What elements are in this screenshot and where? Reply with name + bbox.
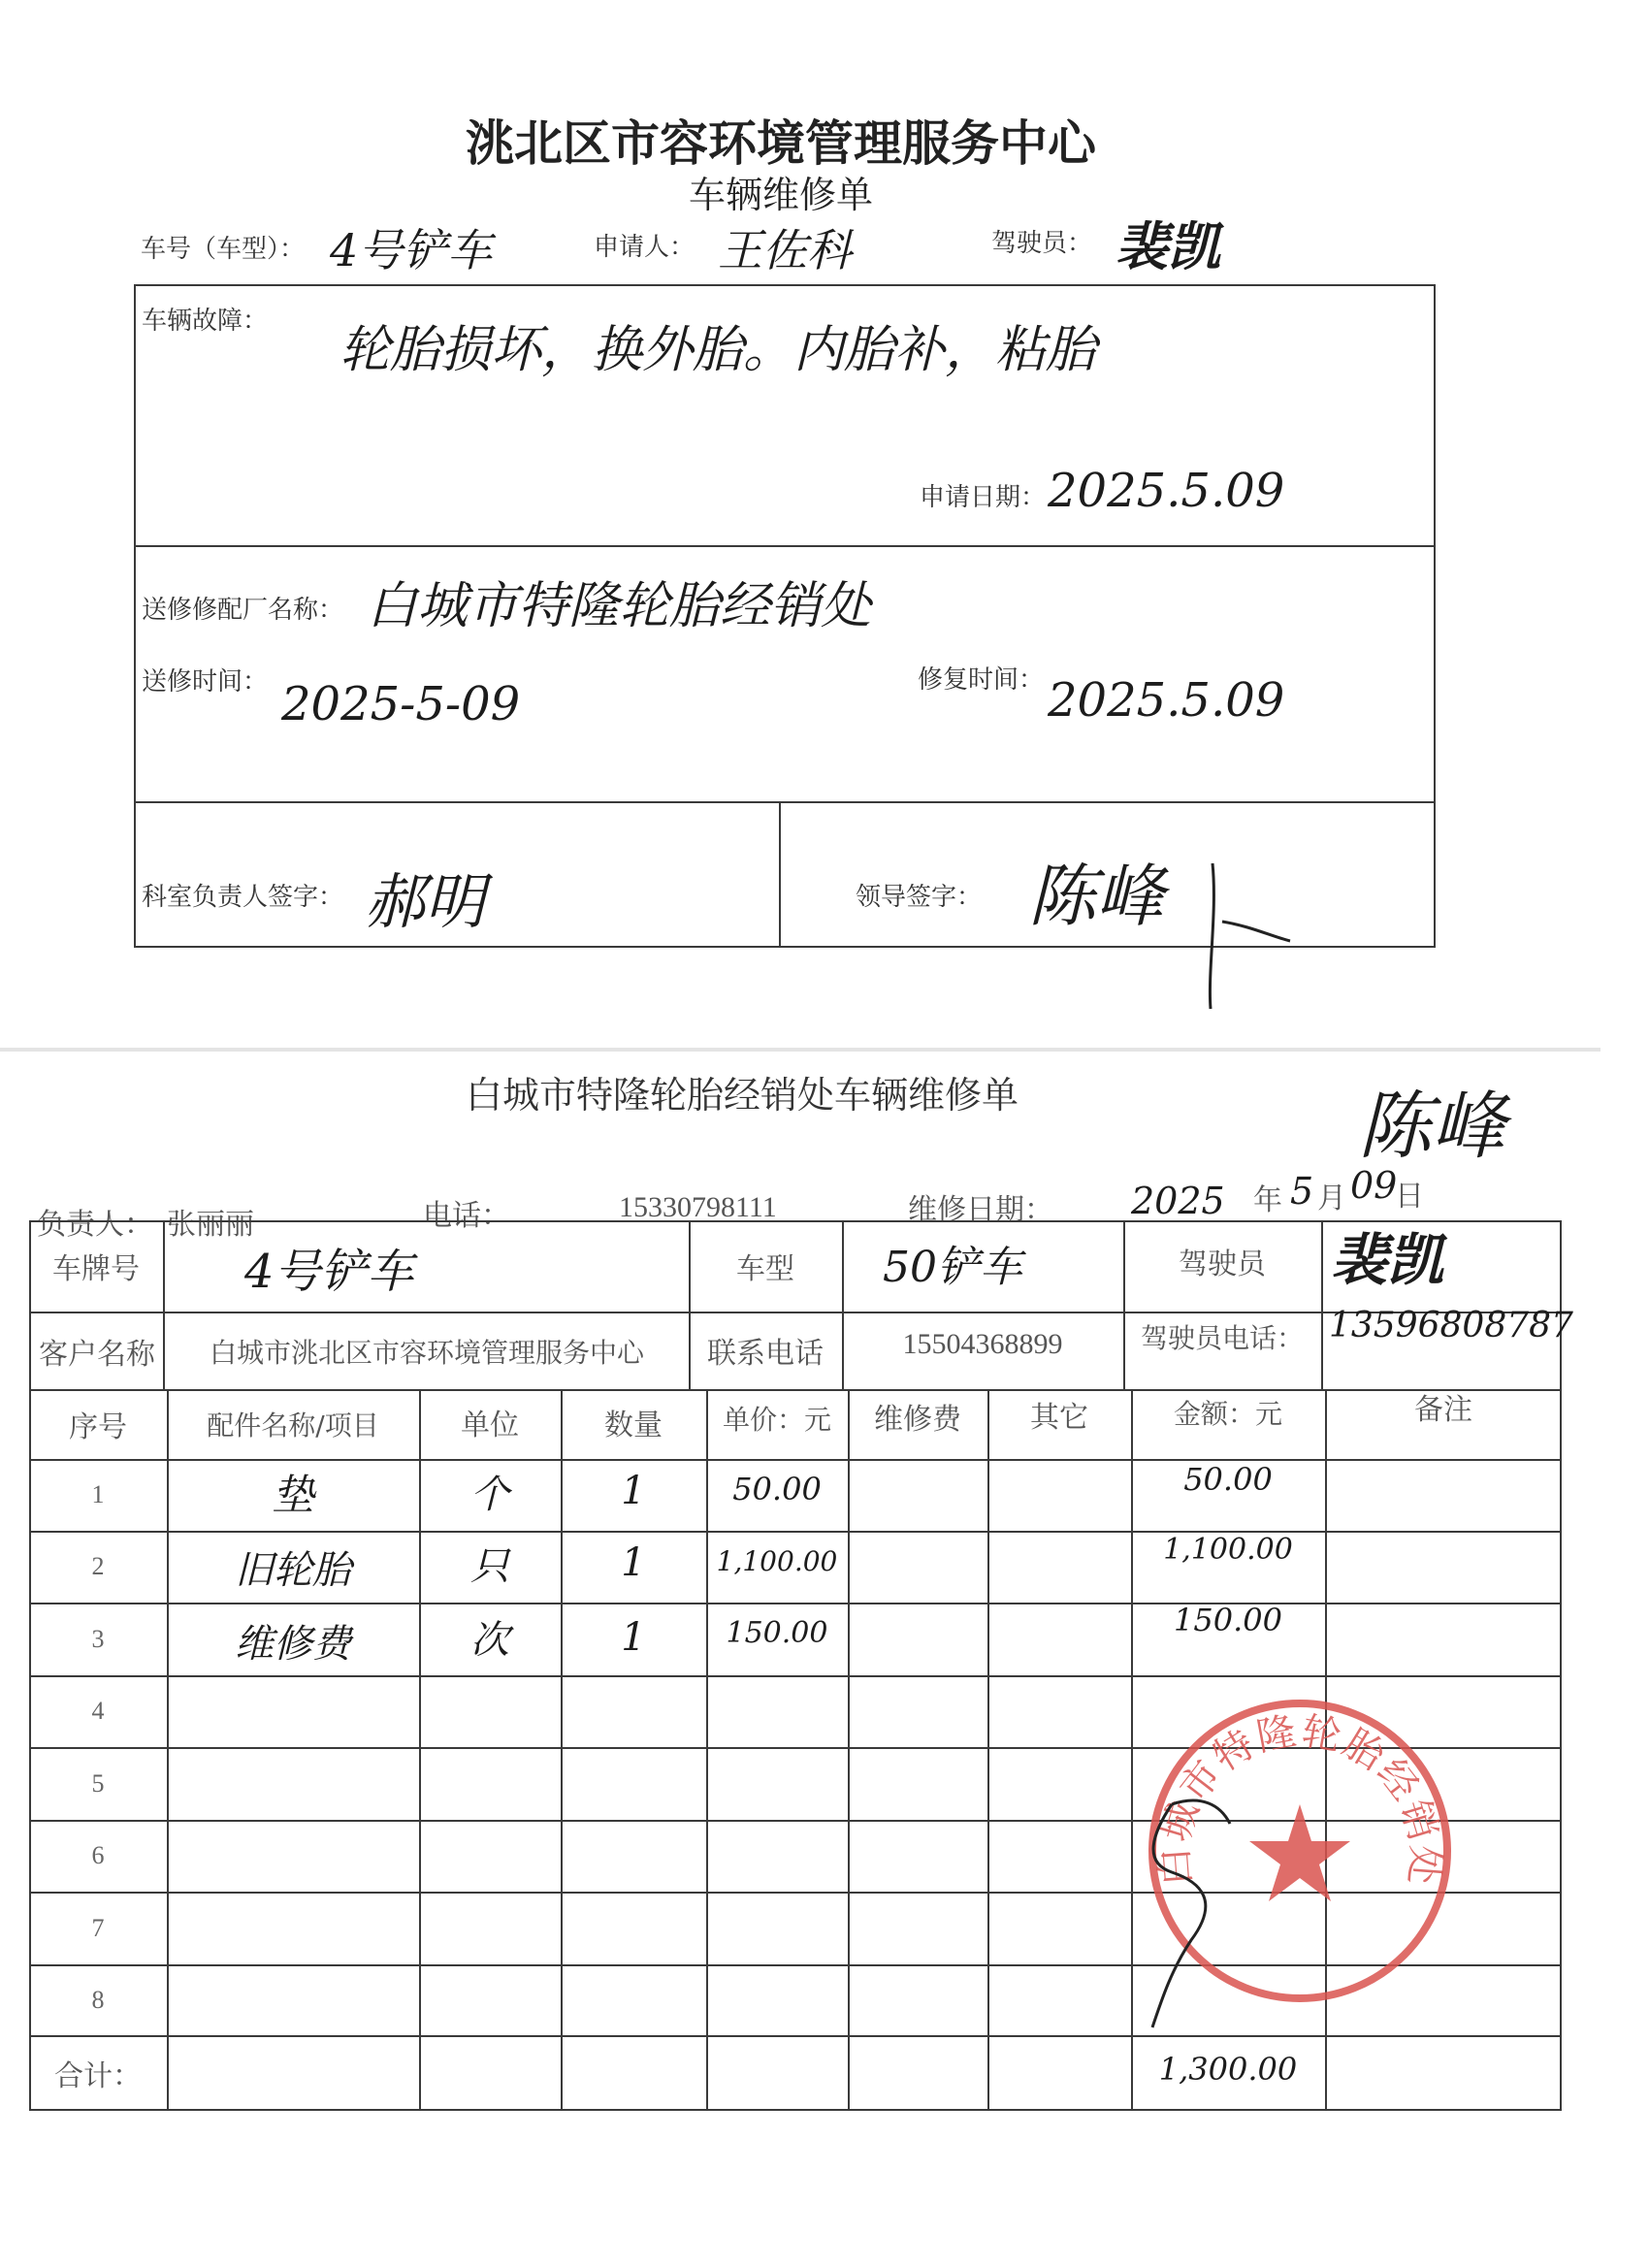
plate-label: 车牌号 xyxy=(52,1252,140,1286)
apply-date-value: 2025.5.09 xyxy=(1048,464,1285,518)
driver-phone-label: 驾驶员电话： xyxy=(1140,1322,1304,1354)
row-8-no: 8 xyxy=(91,1985,105,2014)
driver-phone-value: 13596808787 xyxy=(1329,1306,1573,1345)
form2-title: 白城市特隆轮胎经销处车辆维修单 xyxy=(466,1074,1019,1117)
driver-value: 裴凯 xyxy=(1116,215,1220,277)
header-unit: 单位 xyxy=(461,1409,519,1442)
header-amount: 金额：元 xyxy=(1173,1398,1282,1430)
row-3-no: 3 xyxy=(91,1624,105,1653)
header-price: 单价：元 xyxy=(722,1404,831,1436)
row-3-item: 维修费 xyxy=(235,1622,351,1667)
repair-date-month-value: 5 xyxy=(1290,1170,1314,1213)
total-value: 1,300.00 xyxy=(1158,2051,1298,2088)
repair-date-value: 2025 xyxy=(1131,1180,1225,1222)
manager-label: 负责人： xyxy=(37,1208,153,1242)
phone-value: 15330798111 xyxy=(619,1191,777,1223)
phone-label: 电话： xyxy=(423,1199,510,1233)
vehicle-no-label: 车号（车型）： xyxy=(141,235,306,264)
row-1-unit: 个 xyxy=(470,1472,509,1517)
form2-top-signature: 陈峰 xyxy=(1358,1083,1505,1169)
row-3-price: 150.00 xyxy=(726,1616,828,1650)
header-item: 配件名称/项目 xyxy=(207,1409,379,1442)
row-2-amount: 1,100.00 xyxy=(1163,1532,1293,1567)
row-1-price: 50.00 xyxy=(732,1471,822,1507)
repair-shop-label: 送修修配厂名称： xyxy=(142,596,344,625)
vehicle-no-value: 4号铲车 xyxy=(330,224,493,276)
repair-date-month: 月 xyxy=(1317,1182,1346,1215)
row-2-item: 旧轮胎 xyxy=(235,1547,351,1593)
leader-signature-stroke xyxy=(1164,854,1300,1019)
applicant-value: 王佐科 xyxy=(718,224,852,276)
repair-date-day-value: 09 xyxy=(1350,1164,1398,1207)
header-other: 其它 xyxy=(1030,1401,1088,1435)
header-note: 备注 xyxy=(1414,1393,1472,1427)
seal-signature-stroke xyxy=(1133,1785,1278,2037)
row-2-unit: 只 xyxy=(470,1543,509,1589)
model-label: 车型 xyxy=(736,1252,794,1286)
fault-label: 车辆故障： xyxy=(142,307,269,336)
row-2-price: 1,100.00 xyxy=(716,1544,838,1577)
page-fold xyxy=(0,1048,1600,1052)
row-1-amount: 50.00 xyxy=(1183,1461,1273,1498)
plate-value: 4号铲车 xyxy=(244,1245,414,1299)
row-3-qty: 1 xyxy=(621,1614,646,1660)
repair-date-day: 日 xyxy=(1395,1180,1424,1214)
repair-date-label: 维修日期： xyxy=(908,1193,1053,1227)
row-5-no: 5 xyxy=(91,1768,105,1798)
total-label: 合计： xyxy=(54,2059,142,2093)
manager-value: 张丽丽 xyxy=(167,1208,254,1242)
section-sign-value: 郝明 xyxy=(365,866,486,937)
row-7-no: 7 xyxy=(91,1913,105,1942)
applicant-label: 申请人： xyxy=(594,233,695,262)
leader-sign-value: 陈峰 xyxy=(1028,857,1164,936)
repair-shop-value: 白城市特隆轮胎经销处 xyxy=(367,577,872,635)
send-time-value: 2025-5-09 xyxy=(281,677,521,731)
fault-value: 轮胎损坏，换外胎。内胎补，粘胎 xyxy=(340,321,1097,379)
apply-date-label: 申请日期： xyxy=(920,483,1047,512)
row-1-qty: 1 xyxy=(621,1469,646,1513)
row-3-unit: 次 xyxy=(470,1618,509,1663)
header-qty: 数量 xyxy=(604,1409,663,1442)
customer-label: 客户名称 xyxy=(39,1338,155,1372)
leader-sign-label: 领导签字： xyxy=(856,883,983,912)
row-2-no: 2 xyxy=(91,1552,105,1580)
row-2-qty: 1 xyxy=(621,1540,646,1585)
form1-subtitle: 车辆维修单 xyxy=(688,174,873,216)
row-1-item: 垫 xyxy=(272,1471,314,1520)
repair-date-year: 年 xyxy=(1253,1183,1282,1217)
header-no: 序号 xyxy=(69,1410,127,1444)
row-4-no: 4 xyxy=(91,1697,105,1725)
contact-value: 15504368899 xyxy=(902,1328,1063,1360)
driver2-value: 裴凯 xyxy=(1331,1227,1444,1293)
model-value: 50铲车 xyxy=(883,1243,1022,1292)
contact-label: 联系电话 xyxy=(707,1337,824,1371)
svg-text:白城市特隆轮胎经销处: 白城市特隆轮胎经销处 xyxy=(1151,1708,1448,1889)
send-time-label: 送修时间： xyxy=(142,667,269,697)
driver2-label: 驾驶员 xyxy=(1179,1247,1266,1281)
repair-time-label: 修复时间： xyxy=(918,665,1045,695)
repair-time-value: 2025.5.09 xyxy=(1048,673,1285,728)
header-fee: 维修费 xyxy=(874,1403,961,1437)
row-6-no: 6 xyxy=(91,1841,105,1869)
driver-label: 驾驶员： xyxy=(991,229,1093,258)
customer-value: 白城市洮北区市容环境管理服务中心 xyxy=(209,1337,644,1369)
section-sign-label: 科室负责人签字： xyxy=(142,883,344,912)
row-1-no: 1 xyxy=(91,1480,105,1508)
row-3-amount: 150.00 xyxy=(1174,1601,1282,1638)
form1-title: 洮北区市容环境管理服务中心 xyxy=(466,115,1096,172)
